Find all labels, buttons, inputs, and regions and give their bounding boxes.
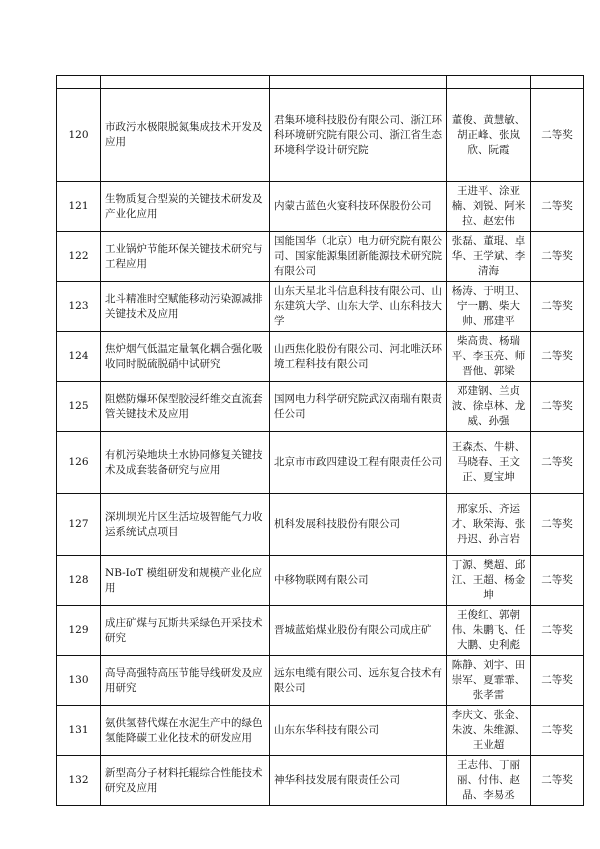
row-number: 125 (57, 382, 101, 432)
completing-units: 国网电力科学研究院武汉南瑞有限责任公司 (270, 382, 447, 432)
table-row (57, 756, 584, 806)
row-number: 128 (57, 556, 101, 606)
row-number: 126 (57, 432, 101, 494)
project-name: 工业锅炉节能环保关键技术研究与工程应用 (101, 232, 270, 282)
award-level: 二等奖 (531, 494, 584, 556)
completing-units: 山东天星北斗信息科技有限公司、山东建筑大学、山东大学、山东科技大学 (270, 282, 447, 332)
table-row (57, 432, 584, 494)
row-number: 132 (57, 756, 101, 806)
completing-people: 陈静、刘宇、田崇军、夏霏霏、张孝雷 (447, 656, 531, 706)
award-level: 二等奖 (531, 232, 584, 282)
award-level: 二等奖 (531, 656, 584, 706)
award-table (56, 75, 584, 806)
row-number: 129 (57, 606, 101, 656)
project-name: 阻燃防爆环保型胶浸纤维交直流套管关键技术及应用 (101, 382, 270, 432)
completing-units: 北京市市政四建设工程有限责任公司 (270, 432, 447, 494)
table-row (57, 494, 584, 556)
table-row (57, 232, 584, 282)
row-number: 130 (57, 656, 101, 706)
row-number: 121 (57, 182, 101, 232)
completing-people: 丁源、樊超、邱江、王超、杨金坤 (447, 556, 531, 606)
completing-units: 君集环境科技股份有限公司、浙江环科环境研究院有限公司、浙江省生态环境科学设计研究院 (270, 89, 447, 182)
table-top-row (57, 76, 584, 89)
table-row (57, 382, 584, 432)
award-level: 二等奖 (531, 332, 584, 382)
table-row (57, 606, 584, 656)
completing-people: 王进平、涂亚楠、刘锐、阿米拉、赵宏伟 (447, 182, 531, 232)
award-level: 二等奖 (531, 182, 584, 232)
completing-units: 山西焦化股份有限公司、河北唯沃环境工程科技有限公司 (270, 332, 447, 382)
award-level: 二等奖 (531, 432, 584, 494)
project-name: 深圳坝光片区生活垃圾智能气力收运系统试点项目 (101, 494, 270, 556)
completing-people: 柴高贵、杨瑞平、李玉亮、师晋他、郭梁 (447, 332, 531, 382)
project-name: 生物质复合型炭的关键技术研发及产业化应用 (101, 182, 270, 232)
project-name: 成庄矿煤与瓦斯共采绿色开采技术研究 (101, 606, 270, 656)
completing-units: 内蒙古蓝色火宴科技环保股份公司 (270, 182, 447, 232)
completing-people: 董俊、黄慧敏、胡正峰、张岚欣、阮霞 (447, 89, 531, 182)
completing-people: 杨涛、于明卫、宁一鹏、柴大帅、邢建平 (447, 282, 531, 332)
completing-people: 王志伟、丁丽丽、付伟、赵晶、李易丞 (447, 756, 531, 806)
table-row (57, 89, 584, 182)
table-row (57, 556, 584, 606)
award-table-body (57, 76, 584, 806)
award-level: 二等奖 (531, 382, 584, 432)
award-table-sheet (56, 75, 583, 806)
completing-units: 晋城蓝焰煤业股份有限公司成庄矿 (270, 606, 447, 656)
row-number: 124 (57, 332, 101, 382)
completing-people: 王森杰、牛耕、马晓春、王文正、夏宝坤 (447, 432, 531, 494)
row-number: 131 (57, 706, 101, 756)
award-level: 二等奖 (531, 756, 584, 806)
table-row (57, 282, 584, 332)
project-name: 焦炉烟气低温定量氧化耦合强化吸收同时脱硫脱硝中试研究 (101, 332, 270, 382)
row-number: 127 (57, 494, 101, 556)
award-level: 二等奖 (531, 606, 584, 656)
row-number: 122 (57, 232, 101, 282)
completing-units: 机科发展科技股份有限公司 (270, 494, 447, 556)
completing-people: 张磊、董琨、卓华、王学斌、李清海 (447, 232, 531, 282)
project-name: 北斗精准时空赋能移动污染源减排关键技术及应用 (101, 282, 270, 332)
award-level: 二等奖 (531, 556, 584, 606)
completing-units: 国能国华（北京）电力研究院有限公司、国家能源集团新能源技术研究院有限公司 (270, 232, 447, 282)
table-row (57, 182, 584, 232)
row-number: 120 (57, 89, 101, 182)
award-level: 二等奖 (531, 89, 584, 182)
completing-people: 李庆文、张金、朱波、朱维源、王业超 (447, 706, 531, 756)
project-name: 氨供氢替代煤在水泥生产中的绿色氢能降碳工业化技术的研发应用 (101, 706, 270, 756)
completing-people: 邓建钢、兰贞波、徐卓林、龙威、孙强 (447, 382, 531, 432)
row-number: 123 (57, 282, 101, 332)
completing-people: 王俊红、郭朝伟、朱鹏飞、任大鹏、史利彪 (447, 606, 531, 656)
project-name: NB-IoT 模组研发和规模产业化应用 (101, 556, 270, 606)
completing-people: 邢家乐、齐运才、耿荣海、张丹迟、孙言岩 (447, 494, 531, 556)
completing-units: 神华科技发展有限责任公司 (270, 756, 447, 806)
table-row (57, 332, 584, 382)
completing-units: 山东东华科技有限公司 (270, 706, 447, 756)
project-name: 有机污染地块土水协同修复关键技术及成套装备研究与应用 (101, 432, 270, 494)
award-level: 二等奖 (531, 282, 584, 332)
completing-units: 中移物联网有限公司 (270, 556, 447, 606)
table-row (57, 656, 584, 706)
project-name: 高导高强特高压节能导线研发及应用研究 (101, 656, 270, 706)
completing-units: 远东电缆有限公司、远东复合技术有限公司 (270, 656, 447, 706)
table-row (57, 706, 584, 756)
project-name: 新型高分子材料托辊综合性能技术研究及应用 (101, 756, 270, 806)
project-name: 市政污水极限脱氮集成技术开发及应用 (101, 89, 270, 182)
award-level: 二等奖 (531, 706, 584, 756)
